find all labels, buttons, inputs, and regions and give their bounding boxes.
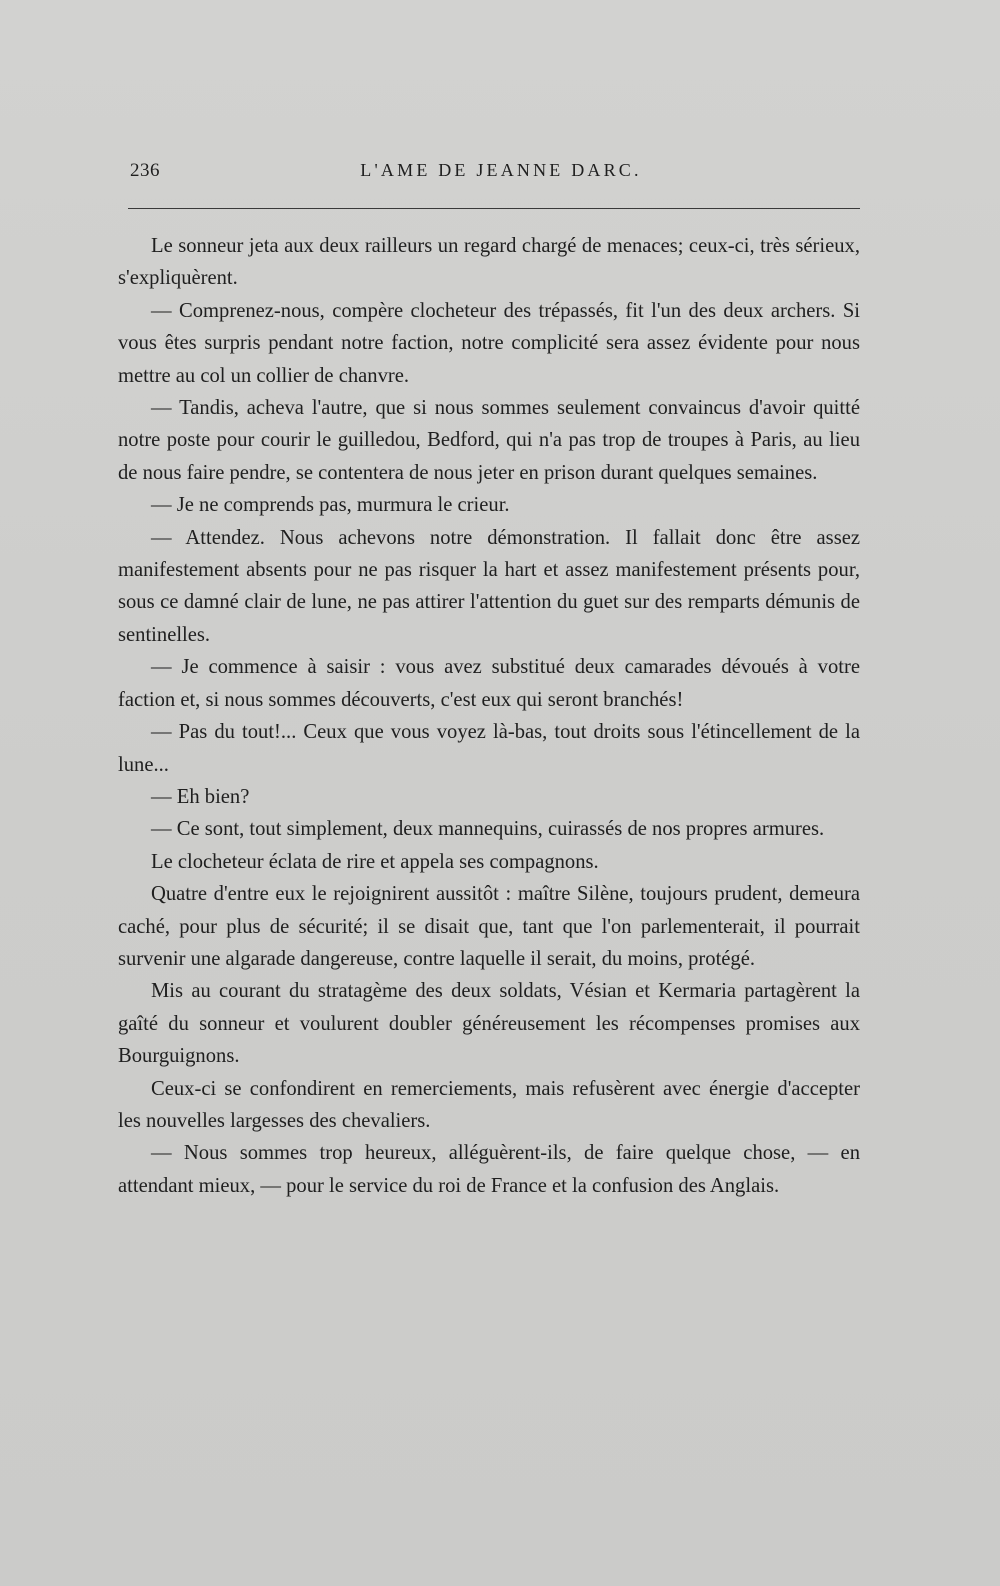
- header-rule: [128, 208, 860, 209]
- paragraph: Le clocheteur éclata de rire et appela ses compagnons.: [151, 850, 599, 873]
- paragraph: Ceux-ci se confondirent en remerciements, mais refusèrent avec énergie d'accepter les nouvelles largesses des chevaliers.: [118, 1077, 860, 1132]
- paragraph: — Ce sont, tout simplement, deux mannequins, cuirassés de nos propres armures.: [151, 818, 825, 841]
- paragraph: — Attendez. Nous achevons notre démonstration. Il fallait donc être assez manifestement absents pour ne pas risquer la hart et assez manifestement présents pour, sous ce damné clair de lune, ne pas attirer l'attention du guet sur des remparts démunis de sentinelles.: [118, 526, 860, 646]
- paragraph: — Comprenez-nous, compère clocheteur des trépassés, fit l'un des deux archers. Si vous êtes surpris pendant notre faction, notre complicité sera assez évidente pour nous mettre au col un collier de chanvre.: [118, 299, 860, 387]
- running-title: L'AME DE JEANNE DARC.: [360, 160, 642, 180]
- paragraph: — Nous sommes trop heureux, alléguèrent-ils, de faire quelque chose, — en attendant mieux, — pour le service du roi de France et la confusion des Anglais.: [118, 1142, 860, 1197]
- paragraph: — Tandis, acheva l'autre, que si nous sommes seulement convaincus d'avoir quitté notre poste pour courir le guilledou, Bedford, qui n'a pas trop de troupes à Paris, au lieu de nous faire pendre, se contentera de nous jeter en prison durant quelques semaines.: [118, 397, 860, 484]
- paragraph: — Je ne comprends pas, murmura le crieur.: [151, 494, 510, 517]
- paragraph: — Je commence à saisir : vous avez substitué deux camarades dévoués à votre faction et, si nous sommes découverts, c'est eux qui seront branchés!: [118, 656, 860, 711]
- paragraph: Mis au courant du stratagème des deux soldats, Vésian et Kermaria partagèrent la gaîté du sonneur et voulurent doubler généreusement les récompenses promises aux Bourguignons.: [118, 980, 860, 1068]
- page-number: 236: [130, 160, 160, 181]
- paragraph: Le sonneur jeta aux deux railleurs un regard chargé de menaces; ceux-ci, très sérieux, s'expliquèrent.: [118, 235, 860, 290]
- paragraph: — Eh bien?: [151, 785, 250, 808]
- body-text: [118, 230, 860, 1202]
- paragraph: — Pas du tout!... Ceux que vous voyez là-bas, tout droits sous l'étincellement de la lune...: [118, 721, 860, 776]
- paragraph: Quatre d'entre eux le rejoignirent aussitôt : maître Silène, toujours prudent, demeura caché, pour plus de sécurité; il se disait que, tant que l'on parlementerait, il pourrait survenir une algarade dangereuse, contre laquelle il serait, du moins, protégé.: [118, 883, 860, 970]
- page-header: [130, 160, 858, 186]
